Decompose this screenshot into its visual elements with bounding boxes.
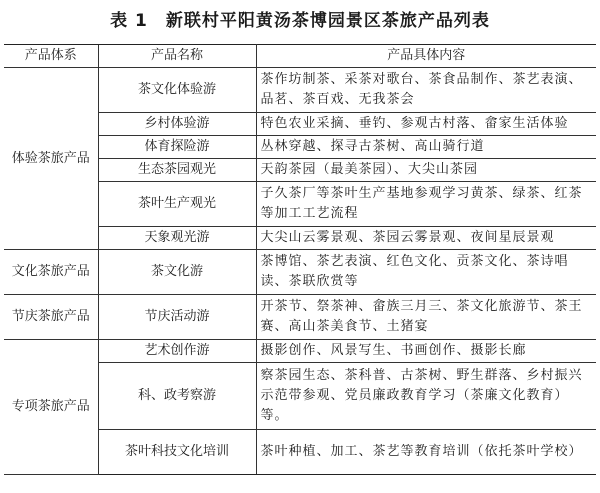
table-row [4, 340, 596, 363]
product-content: 开茶节、祭茶神、畲族三月三、茶文化旅游节、茶王赛、高山茶美食节、土猪宴 [256, 295, 596, 340]
system-cell: 体验茶旅产品 [4, 68, 98, 250]
product-content: 茶叶种植、加工、茶艺等教育培训（依托茶叶学校） [256, 430, 596, 475]
table-title [0, 6, 600, 31]
product-content: 子久茶厂等茶叶生产基地参观学习黄茶、绿茶、红茶等加工工艺流程 [256, 182, 596, 227]
table-number: 表 1 [110, 11, 148, 31]
product-content: 大尖山云雾景观、茶园云雾景观、夜间星辰景观 [256, 227, 596, 250]
system-cell: 专项茶旅产品 [4, 340, 98, 475]
product-name: 茶叶科技文化培训 [98, 430, 256, 475]
product-content: 茶博馆、茶艺表演、红色文化、贡茶文化、茶诗唱读、茶联欣赏等 [256, 250, 596, 295]
product-content: 茶作坊制茶、采茶对歌台、茶食品制作、茶艺表演、品茗、茶百戏、无我茶会 [256, 68, 596, 113]
product-content: 察茶园生态、茶科普、古茶树、野生群落、乡村振兴示范带参观、党员廉政教育学习（茶廉文化教育）等。 [256, 363, 596, 430]
table-row [4, 295, 596, 340]
product-content: 丛林穿越、探寻古茶树、高山骑行道 [256, 136, 596, 159]
product-name: 乡村体验游 [98, 113, 256, 136]
product-content: 摄影创作、风景写生、书画创作、摄影长廊 [256, 340, 596, 363]
product-name: 天象观光游 [98, 227, 256, 250]
product-table [4, 44, 596, 475]
product-name: 茶叶生产观光 [98, 182, 256, 227]
product-content: 特色农业采摘、垂钓、参观古村落、畲家生活体验 [256, 113, 596, 136]
table-row [4, 68, 596, 113]
product-name: 艺术创作游 [98, 340, 256, 363]
system-cell: 文化茶旅产品 [4, 250, 98, 295]
header-content: 产品具体内容 [256, 45, 596, 68]
table-title-text: 新联村平阳黄汤茶博园景区茶旅产品列表 [165, 11, 490, 31]
system-cell: 节庆茶旅产品 [4, 295, 98, 340]
product-name: 茶文化体验游 [98, 68, 256, 113]
product-name: 科、政考察游 [98, 363, 256, 430]
product-name: 节庆活动游 [98, 295, 256, 340]
header-name: 产品名称 [98, 45, 256, 68]
table-header-row [4, 45, 596, 68]
product-name: 体育探险游 [98, 136, 256, 159]
product-content: 天韵茶园（最美茶园）、大尖山茶园 [256, 159, 596, 182]
product-name: 茶文化游 [98, 250, 256, 295]
product-name: 生态茶园观光 [98, 159, 256, 182]
header-system: 产品体系 [4, 45, 98, 68]
table-row [4, 250, 596, 295]
